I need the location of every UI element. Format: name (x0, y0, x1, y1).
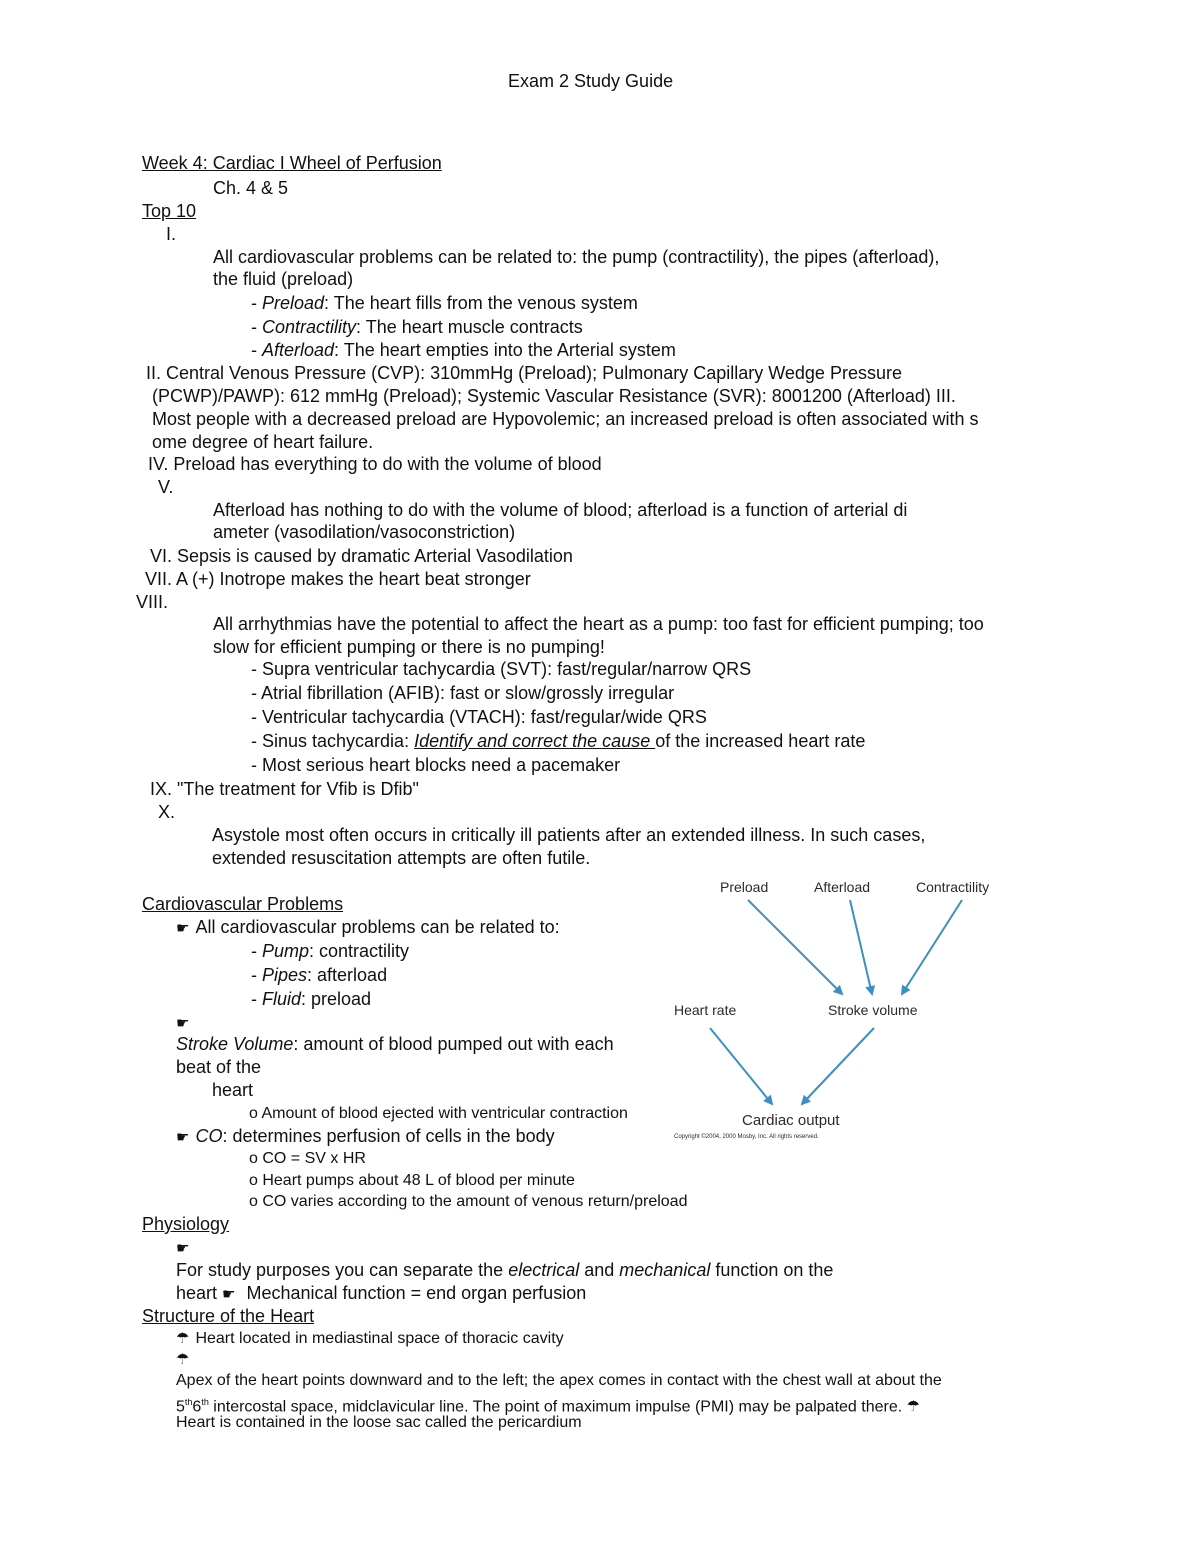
item-i-number: I. (166, 224, 177, 244)
arrow-stroke-volume-to-cardiac-output (802, 1028, 874, 1104)
item-viii-number: VIII. (136, 592, 169, 612)
physiology-line2-post: Mechanical function = end organ perfusion (241, 1283, 587, 1303)
physiology-mid: and (579, 1260, 620, 1280)
item-i-text-line2: the fluid (preload) (213, 269, 354, 289)
rib-number-6: 6 (192, 1398, 202, 1416)
preload-term: Preload (262, 293, 325, 313)
sv-line3: heart (212, 1080, 254, 1100)
item-x-number: X. (158, 802, 176, 822)
item-viii-text-line2: slow for efficient pumping or there is no pumping! (213, 637, 605, 657)
sv-line1 (176, 1033, 614, 1055)
top10-heading: Top 10 (142, 201, 197, 221)
hand-point-icon: ☛ (176, 1015, 190, 1032)
sinus-prefix: - Sinus tachycardia: (251, 731, 415, 751)
afterload-text: : The heart empties into the Arterial system (334, 340, 676, 360)
week-heading: Week 4: Cardiac I Wheel of Perfusion (142, 153, 442, 173)
chapters-line: Ch. 4 & 5 (213, 178, 289, 198)
item-ix: IX. "The treatment for Vfib is Dfib" (150, 779, 419, 799)
pump-term: Pump (262, 941, 310, 961)
item-i-text-line1: All cardiovascular problems can be related to: the pump (contractility), the pipes (afterload), (213, 247, 940, 267)
structure-item-1-text: Heart located in mediastinal space of thoracic cavity (195, 1330, 564, 1347)
pump-line: - Pump: contractility (251, 941, 410, 961)
physiology-mechanical: mechanical (619, 1260, 711, 1280)
sv-line2: beat of the (176, 1057, 262, 1077)
physiology-heading: Physiology (142, 1214, 230, 1234)
arrow-heart-rate-to-cardiac-output (710, 1028, 772, 1104)
diagram-label-cardiac-output: Cardiac output (742, 1112, 840, 1129)
hand-point-icon: ☛ (176, 920, 190, 937)
physiology-line2 (176, 1282, 586, 1306)
hand-point-icon: ☛ (222, 1286, 236, 1303)
umbrella-bullet-icon: ☂ (176, 1351, 190, 1368)
sinus-line (251, 730, 865, 752)
physiology-bullet-line (176, 1236, 195, 1260)
contractility-line: - Contractility: The heart muscle contracts (251, 317, 583, 337)
structure-item-2-bullet (176, 1349, 195, 1371)
item-v-text-line2: ameter (vasodilation/vasoconstriction) (213, 522, 516, 542)
diagram-label-stroke-volume: Stroke volume (828, 1002, 918, 1018)
fluid-line: - Fluid: preload (251, 989, 372, 1009)
ordinal-suffix: th (201, 1397, 209, 1407)
structure-heading: Structure of the Heart (142, 1306, 315, 1326)
umbrella-bullet-icon: ☂ (176, 1330, 190, 1347)
co-text: : determines perfusion of cells in the body (222, 1126, 555, 1146)
contractility-term: Contractility (262, 317, 357, 337)
diagram-copyright: Copyright ©2004, 2000 Mosby, Inc. All rights reserved. (674, 1134, 819, 1140)
physiology-post: function on the (710, 1260, 834, 1280)
pipes-text: : afterload (307, 965, 388, 985)
pump-text: : contractility (309, 941, 410, 961)
physiology-line1 (176, 1259, 833, 1281)
heart-blocks-line: - Most serious heart blocks need a pacemaker (251, 755, 621, 775)
item-iv: IV. Preload has everything to do with the volume of blood (148, 454, 602, 474)
pipes-line: - Pipes: afterload (251, 965, 388, 985)
sv-bullet-line (176, 1011, 195, 1035)
item-x-text-line1: Asystole most often occurs in critically ill patients after an extended illness. In such cases, (212, 825, 926, 845)
contractility-text: : The heart muscle contracts (356, 317, 583, 337)
afterload-term: Afterload (262, 340, 335, 360)
sv-subpoint: o Amount of blood ejected with ventricular contraction (249, 1105, 628, 1122)
fluid-text: : preload (301, 989, 372, 1009)
ordinal-suffix: th (184, 1397, 193, 1407)
co-subpoint-3: o CO varies according to the amount of venous return/preload (249, 1193, 688, 1210)
diagram-label-afterload: Afterload (814, 879, 871, 895)
item-v-number: V. (158, 477, 174, 497)
co-line (176, 1125, 555, 1149)
cardiac-output-diagram (668, 870, 1008, 1142)
vtach-line: - Ventricular tachycardia (VTACH): fast/regular/wide QRS (251, 707, 707, 727)
item-viii-text-line1: All arrhythmias have the potential to affect the heart as a pump: too fast for efficient pumping; too (213, 614, 984, 634)
cardio-heading: Cardiovascular Problems (142, 894, 344, 914)
item-v-text-line1: Afterload has nothing to do with the volume of blood; afterload is a function of arterial di (213, 500, 908, 520)
stroke-volume-text: : amount of blood pumped out with each (293, 1034, 614, 1054)
cardio-related-line (176, 916, 560, 940)
fluid-term: Fluid (262, 989, 302, 1009)
stroke-volume-term: Stroke Volume (176, 1034, 294, 1054)
arrow-preload-to-stroke-volume (748, 900, 842, 994)
structure-item-3: Heart is contained in the loose sac called the pericardium (176, 1414, 582, 1431)
rib-number-5: 5 (176, 1398, 185, 1416)
physiology-line2-pre: heart (176, 1283, 223, 1303)
umbrella-bullet-icon: ☂ (906, 1398, 921, 1416)
co-subpoint-1: o CO = SV x HR (249, 1150, 366, 1167)
afterload-line: - Afterload: The heart empties into the Arterial system (251, 340, 676, 360)
item-x-text-line2: extended resuscitation attempts are often futile. (212, 848, 591, 868)
physiology-electrical: electrical (508, 1260, 580, 1280)
arrow-contractility-to-stroke-volume (902, 900, 962, 994)
item-vii: VII. A (+) Inotrope makes the heart beat stronger (145, 569, 531, 589)
co-term: CO (195, 1126, 223, 1146)
co-subpoint-2: o Heart pumps about 48 L of blood per minute (249, 1172, 575, 1189)
structure-item-1 (176, 1328, 564, 1350)
diagram-label-contractility: Contractility (916, 879, 990, 895)
structure-item-2-text: intercostal space, midclavicular line. The point of maximum impulse (PMI) may be palpated there. (208, 1398, 907, 1416)
preload-line: - Preload: The heart fills from the venous system (251, 293, 638, 313)
diagram-label-preload: Preload (720, 879, 769, 895)
hand-point-icon: ☛ (176, 1129, 190, 1146)
item-ii-line2: (PCWP)/PAWP): 612 mmHg (Preload); Systemic Vascular Resistance (SVR): 8001200 (Afterload) III. (152, 386, 956, 406)
pipes-term: Pipes (262, 965, 308, 985)
item-iii-line4: ome degree of heart failure. (152, 432, 374, 452)
svt-line: - Supra ventricular tachycardia (SVT): fast/regular/narrow QRS (251, 659, 752, 679)
hand-point-icon: ☛ (176, 1240, 190, 1257)
item-vi: VI. Sepsis is caused by dramatic Arterial Vasodilation (150, 546, 573, 566)
structure-item-2-line1: Apex of the heart points downward and to the left; the apex comes in contact with the chest wall at about the (176, 1372, 942, 1389)
preload-text: : The heart fills from the venous system (324, 293, 638, 313)
document-title: Exam 2 Study Guide (508, 71, 674, 91)
sinus-suffix: of the increased heart rate (655, 731, 866, 751)
diagram-label-heart-rate: Heart rate (674, 1002, 737, 1018)
afib-line: - Atrial fibrillation (AFIB): fast or slow/grossly irregular (251, 683, 675, 703)
sinus-emphasis: Identify and correct the cause (414, 731, 656, 751)
cardio-related-text: All cardiovascular problems can be related to: (195, 917, 560, 937)
item-ii-line1: II. Central Venous Pressure (CVP): 310mmHg (Preload); Pulmonary Capillary Wedge Pressure (146, 363, 902, 383)
arrow-afterload-to-stroke-volume (850, 900, 872, 994)
item-iii-line3: Most people with a decreased preload are Hypovolemic; an increased preload is often associated with s (152, 409, 979, 429)
physiology-pre: For study purposes you can separate the (176, 1260, 509, 1280)
